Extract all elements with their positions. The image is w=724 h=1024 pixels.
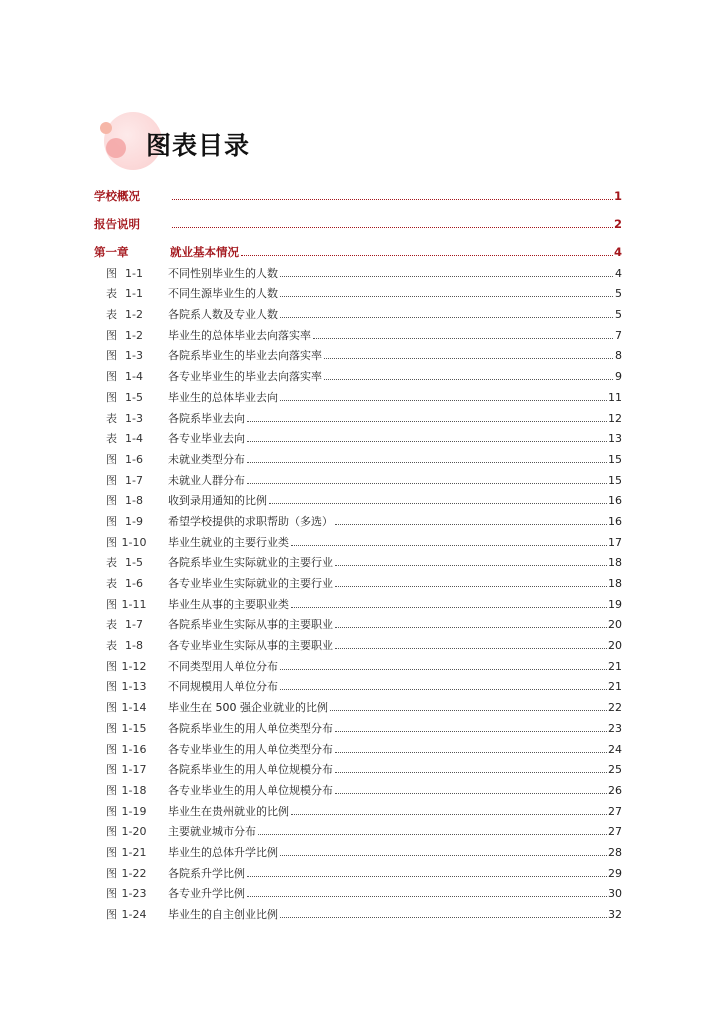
- entry-kind: 图: [106, 845, 117, 859]
- entry-title: 各专业毕业去向: [168, 432, 245, 446]
- entry-title: 毕业生在 500 强企业就业的比例: [168, 701, 328, 715]
- entry-number: 1-2: [125, 308, 143, 322]
- dot-leader: [247, 462, 607, 463]
- entry-label: [94, 474, 168, 487]
- entry-title: 各专业毕业生实际从事的主要职业: [168, 639, 333, 653]
- entry-title: 不同类型用人单位分布: [168, 659, 278, 673]
- entry-number: 1-23: [121, 887, 147, 901]
- dot-leader: [330, 710, 607, 711]
- entry-label: [94, 494, 168, 507]
- entry-label: [94, 701, 168, 714]
- entry-number: 1-5: [125, 390, 143, 404]
- entry-title: 未就业人群分布: [168, 473, 245, 487]
- entry-number: 1-1: [125, 266, 143, 280]
- entry-title: 毕业生的自主创业比例: [168, 908, 278, 921]
- entry-title: 希望学校提供的求职帮助（多选）: [168, 514, 333, 528]
- entry-number: 1-14: [121, 701, 147, 715]
- entry-number: 1-9: [125, 514, 143, 528]
- dot-leader: [291, 607, 607, 608]
- toc-entry-row[interactable]: [94, 880, 622, 901]
- toc-entry-row[interactable]: [94, 859, 622, 880]
- entry-title: 毕业生的总体升学比例: [168, 845, 278, 859]
- dot-leader: [335, 731, 607, 732]
- decorative-circle-medium: [106, 138, 126, 158]
- toc-chapter-row[interactable]: [94, 175, 622, 203]
- entry-label: [94, 391, 168, 404]
- entry-kind: 图: [106, 514, 117, 528]
- toc-entry-row[interactable]: [94, 404, 622, 425]
- entry-title: 各院系毕业生实际从事的主要职业: [168, 618, 333, 632]
- page-number: 17: [608, 535, 622, 549]
- entry-number: 1-4: [125, 370, 143, 384]
- entry-number: 1-1: [125, 287, 143, 301]
- entry-number: 1-6: [125, 452, 143, 466]
- entry-label: [94, 598, 168, 611]
- dot-leader: [280, 855, 607, 856]
- dot-leader: [324, 379, 613, 380]
- entry-number: 1-5: [125, 556, 143, 570]
- entry-title: 各院系毕业生的用人单位类型分布: [168, 721, 333, 735]
- chapter-title: 就业基本情况: [170, 245, 239, 259]
- entry-kind: 图: [106, 473, 117, 487]
- dot-leader: [280, 276, 613, 277]
- page-number: 27: [608, 825, 622, 839]
- entry-label: [94, 329, 168, 342]
- page-number: 26: [608, 783, 622, 797]
- entry-number: 1-17: [121, 763, 147, 777]
- entry-title: 各院系毕业生的用人单位规模分布: [168, 763, 333, 777]
- entry-kind: 表: [106, 639, 117, 653]
- page-number: 21: [608, 659, 622, 673]
- entry-label: [94, 287, 168, 300]
- entry-number: 1-8: [125, 639, 143, 653]
- entry-label: [94, 825, 168, 838]
- page-number: 1: [613, 189, 622, 203]
- page-number: 13: [608, 432, 622, 446]
- toc-entry-row[interactable]: [94, 900, 622, 921]
- entry-kind: 图: [106, 721, 117, 735]
- entry-label: [94, 453, 168, 466]
- entry-label: [94, 784, 168, 797]
- dot-leader: [291, 545, 607, 546]
- dot-leader: [291, 814, 607, 815]
- entry-kind: 表: [106, 432, 117, 446]
- entry-title: 不同性别毕业生的人数: [168, 266, 278, 280]
- entry-number: 1-2: [125, 328, 143, 342]
- page-number: 5: [615, 308, 622, 322]
- page-number: 15: [608, 473, 622, 487]
- dot-leader: [280, 296, 613, 297]
- page-number: 8: [615, 349, 622, 363]
- page-number: 4: [613, 245, 622, 259]
- toc-entry-row[interactable]: [94, 280, 622, 301]
- entry-kind: 图: [106, 349, 117, 363]
- entry-kind: 图: [106, 825, 117, 839]
- page-number: 15: [608, 452, 622, 466]
- entry-label: [94, 867, 168, 880]
- toc-entry-row[interactable]: [94, 321, 622, 342]
- entry-title: 各专业毕业生的用人单位类型分布: [168, 742, 333, 756]
- dot-leader: [335, 752, 607, 753]
- entry-number: 1-10: [121, 535, 147, 549]
- entry-label: [94, 743, 168, 756]
- entry-kind: 图: [106, 266, 117, 280]
- entry-kind: 图: [106, 452, 117, 466]
- entry-kind: 图: [106, 804, 117, 818]
- page-number: 32: [608, 908, 622, 921]
- table-of-contents: [94, 175, 622, 921]
- dot-leader: [335, 565, 607, 566]
- entry-number: 1-19: [121, 804, 147, 818]
- dot-leader: [335, 772, 607, 773]
- dot-leader: [313, 338, 613, 339]
- dot-leader: [280, 400, 607, 401]
- toc-entry-row[interactable]: [94, 693, 622, 714]
- entry-number: 1-12: [121, 659, 147, 673]
- dot-leader: [280, 917, 607, 918]
- dot-leader: [335, 586, 607, 587]
- entry-title: 各院系升学比例: [168, 866, 245, 880]
- entry-kind: 图: [106, 701, 117, 715]
- toc-chapter-row[interactable]: [94, 231, 622, 259]
- toc-entry-row[interactable]: [94, 776, 622, 797]
- toc-entry-row[interactable]: [94, 652, 622, 673]
- dot-leader: [172, 227, 613, 228]
- entry-kind: 图: [106, 659, 117, 673]
- entry-label: [94, 846, 168, 859]
- entry-number: 1-11: [121, 597, 147, 611]
- toc-entry-row[interactable]: [94, 528, 622, 549]
- page-number: 4: [615, 266, 622, 280]
- toc-entry-row[interactable]: [94, 362, 622, 383]
- toc-entry-row[interactable]: [94, 673, 622, 694]
- page-number: 25: [608, 763, 622, 777]
- entry-kind: 图: [106, 742, 117, 756]
- toc-entry-row[interactable]: [94, 590, 622, 611]
- entry-label: [94, 763, 168, 776]
- entry-number: 1-16: [121, 742, 147, 756]
- toc-entry-row[interactable]: [94, 631, 622, 652]
- toc-entry-row[interactable]: [94, 445, 622, 466]
- entry-title: 不同规模用人单位分布: [168, 680, 278, 694]
- entry-kind: 图: [106, 680, 117, 694]
- entry-number: 1-22: [121, 866, 147, 880]
- toc-entry-row[interactable]: [94, 797, 622, 818]
- page-number: 21: [608, 680, 622, 694]
- entry-label: [94, 618, 168, 631]
- entry-title: 不同生源毕业生的人数: [168, 287, 278, 301]
- entry-title: 毕业生就业的主要行业类: [168, 535, 289, 549]
- entry-kind: 图: [106, 535, 117, 549]
- entry-label: [94, 370, 168, 383]
- entry-kind: 表: [106, 287, 117, 301]
- dot-leader: [324, 358, 613, 359]
- entry-kind: 图: [106, 866, 117, 880]
- entry-number: 1-7: [125, 473, 143, 487]
- entry-kind: 表: [106, 577, 117, 590]
- entry-kind: 图: [106, 763, 117, 777]
- entry-title: 主要就业城市分布: [168, 825, 256, 839]
- dot-leader: [335, 627, 607, 628]
- entry-number: 1-7: [125, 618, 143, 632]
- toc-entry-row[interactable]: [94, 425, 622, 446]
- entry-number: 1-13: [121, 680, 147, 694]
- dot-leader: [247, 441, 607, 442]
- entry-kind: 表: [106, 618, 117, 632]
- dot-leader: [241, 255, 613, 256]
- entry-label: [94, 887, 168, 900]
- entry-label: [94, 805, 168, 818]
- entry-number: 1-15: [121, 721, 147, 735]
- decorative-circle-small: [100, 122, 112, 134]
- page-number: 23: [608, 721, 622, 735]
- entry-title: 收到录用通知的比例: [168, 494, 267, 508]
- toc-chapter-row[interactable]: [94, 203, 622, 231]
- page-number: 27: [608, 804, 622, 818]
- entry-title: 各专业毕业生的用人单位规模分布: [168, 783, 333, 797]
- page-number: 28: [608, 845, 622, 859]
- entry-title: 各院系人数及专业人数: [168, 308, 278, 322]
- page-number: 16: [608, 494, 622, 508]
- entry-title: 各院系毕业去向: [168, 411, 245, 425]
- toc-entry-row[interactable]: [94, 611, 622, 632]
- page-number: 19: [608, 597, 622, 611]
- entry-title: 各专业毕业生实际就业的主要行业: [168, 577, 333, 590]
- dot-leader: [335, 524, 607, 525]
- toc-entry-row[interactable]: [94, 735, 622, 756]
- toc-entry-row[interactable]: [94, 818, 622, 839]
- page-number: 24: [608, 742, 622, 756]
- page-number: 20: [608, 639, 622, 653]
- page-number: 30: [608, 887, 622, 901]
- toc-entry-row[interactable]: [94, 507, 622, 528]
- dot-leader: [280, 669, 607, 670]
- chapter-label: 报告说明: [94, 217, 140, 231]
- entry-kind: 图: [106, 494, 117, 508]
- entry-label: [94, 908, 168, 921]
- dot-leader: [269, 503, 607, 504]
- dot-leader: [280, 689, 607, 690]
- toc-entry-row[interactable]: [94, 383, 622, 404]
- toc-entry-row[interactable]: [94, 466, 622, 487]
- page-number: 16: [608, 514, 622, 528]
- dot-leader: [280, 317, 613, 318]
- entry-title: 毕业生的总体毕业去向: [168, 390, 278, 404]
- entry-label: [94, 349, 168, 362]
- dot-leader: [247, 896, 607, 897]
- entry-number: 1-4: [125, 432, 143, 446]
- dot-leader: [247, 483, 607, 484]
- entry-kind: 图: [106, 887, 117, 901]
- entry-label: [94, 660, 168, 673]
- page-number: 22: [608, 701, 622, 715]
- dot-leader: [247, 421, 607, 422]
- entry-label: [94, 536, 168, 549]
- toc-entry-row[interactable]: [94, 756, 622, 777]
- entry-label: [94, 515, 168, 528]
- toc-entry-row[interactable]: [94, 259, 622, 280]
- page-number: 12: [608, 411, 622, 425]
- entry-kind: 表: [106, 308, 117, 322]
- dot-leader: [247, 876, 607, 877]
- entry-title: 各专业毕业生的毕业去向落实率: [168, 370, 322, 384]
- chapter-label: 学校概况: [94, 189, 140, 203]
- toc-entry-row[interactable]: [94, 300, 622, 321]
- entry-label: [94, 680, 168, 693]
- page-title: 图表目录: [146, 131, 251, 160]
- entry-number: 1-20: [121, 825, 147, 839]
- entry-label: [94, 577, 168, 590]
- dot-leader: [258, 834, 607, 835]
- dot-leader: [172, 199, 613, 200]
- entry-number: 1-3: [125, 411, 143, 425]
- entry-title: 各专业升学比例: [168, 887, 245, 901]
- entry-title: 各院系毕业生实际就业的主要行业: [168, 556, 333, 570]
- entry-number: 1-21: [121, 845, 147, 859]
- entry-number: 1-6: [125, 577, 143, 590]
- entry-kind: 图: [106, 783, 117, 797]
- entry-kind: 表: [106, 556, 117, 570]
- entry-kind: 表: [106, 411, 117, 425]
- entry-kind: 图: [106, 390, 117, 404]
- entry-label: [94, 556, 168, 569]
- entry-title: 毕业生的总体毕业去向落实率: [168, 328, 311, 342]
- entry-title: 未就业类型分布: [168, 452, 245, 466]
- entry-number: 1-24: [121, 908, 147, 921]
- entry-title: 各院系毕业生的毕业去向落实率: [168, 349, 322, 363]
- entry-number: 1-18: [121, 783, 147, 797]
- page-number: 18: [608, 577, 622, 590]
- toc-entry-row[interactable]: [94, 569, 622, 590]
- entry-title: 毕业生在贵州就业的比例: [168, 804, 289, 818]
- dot-leader: [335, 793, 607, 794]
- entry-title: 毕业生从事的主要职业类: [168, 597, 289, 611]
- toc-entry-row[interactable]: [94, 487, 622, 508]
- entry-label: [94, 432, 168, 445]
- entry-label: [94, 308, 168, 321]
- toc-entry-row[interactable]: [94, 342, 622, 363]
- page-number: 5: [615, 287, 622, 301]
- chapter-label: 第一章: [94, 245, 129, 259]
- toc-entry-row[interactable]: [94, 838, 622, 859]
- entry-label: [94, 267, 168, 280]
- entry-label: [94, 722, 168, 735]
- toc-entry-row[interactable]: [94, 549, 622, 570]
- page-number: 18: [608, 556, 622, 570]
- dot-leader: [335, 648, 607, 649]
- page-number: 2: [613, 217, 622, 231]
- entry-number: 1-8: [125, 494, 143, 508]
- entry-kind: 图: [106, 328, 117, 342]
- page-number: 29: [608, 866, 622, 880]
- entry-label: [94, 639, 168, 652]
- page-number: 20: [608, 618, 622, 632]
- page-number: 11: [608, 390, 622, 404]
- page-number: 7: [615, 328, 622, 342]
- page-number: 9: [615, 370, 622, 384]
- entry-kind: 图: [106, 597, 117, 611]
- entry-kind: 图: [106, 908, 117, 921]
- toc-entry-row[interactable]: [94, 714, 622, 735]
- entry-label: [94, 412, 168, 425]
- entry-number: 1-3: [125, 349, 143, 363]
- entry-kind: 图: [106, 370, 117, 384]
